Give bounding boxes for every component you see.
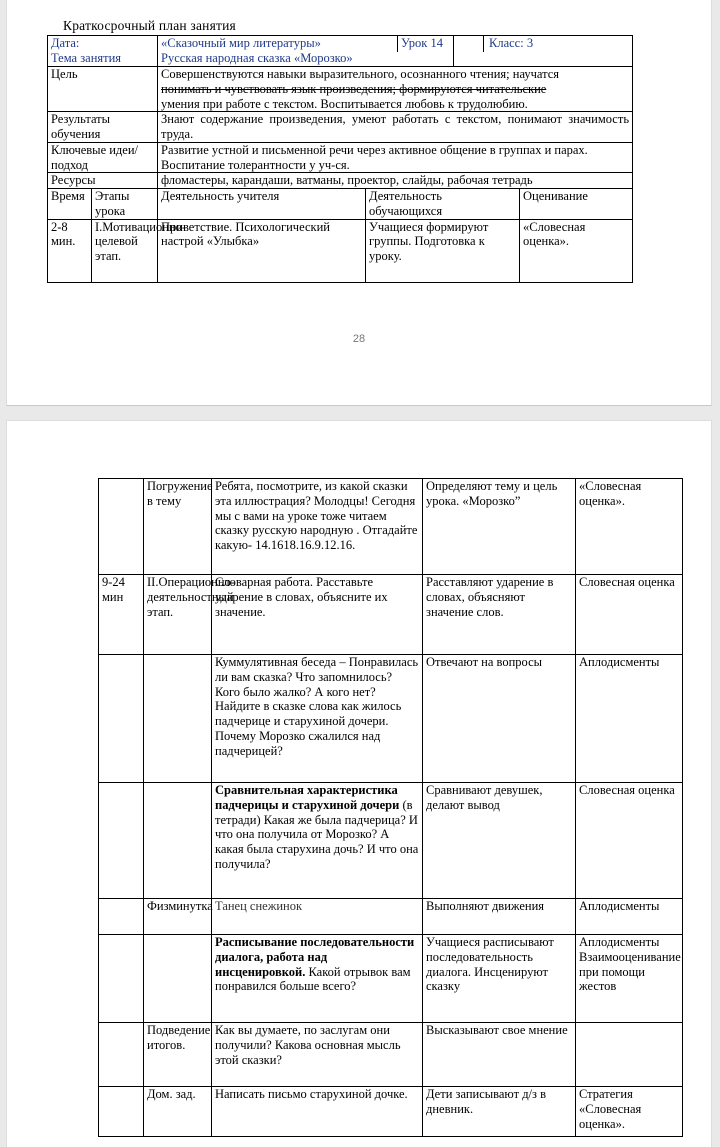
table-row (99, 479, 683, 575)
row-assessment: Словесная оценка (576, 575, 683, 655)
row-stage (144, 935, 212, 1023)
topic-label: Тема занятия (51, 50, 122, 65)
row-teacher-bold: Расписывание последовательности диалога, работа над инсценировкой. (215, 935, 415, 979)
results-row (48, 112, 633, 143)
row-stage: II.Операционно-деятельностный этап. (144, 575, 212, 655)
row-stage: Погружение в тему (144, 479, 212, 575)
table-row (99, 1087, 683, 1137)
row-assessment: «Словесная оценка». (576, 479, 683, 575)
row-stage: I.Мотивационно-целевой этап. (92, 219, 158, 282)
column-stage: Этапы урока (92, 189, 158, 220)
document-page-2 (6, 420, 712, 1147)
date-topic-label-cell (48, 36, 158, 67)
row-time: 2-8 мин. (48, 219, 92, 282)
header-empty-cell (454, 36, 633, 67)
row-students: Выполняют движения (423, 899, 576, 935)
table-row (99, 783, 683, 899)
row-assessment: Аплодисменты Взаимооценивание при помощи жестов (576, 935, 683, 1023)
table-row (99, 899, 683, 935)
goal-line-2: понимать и чувствовать язык произведения; формируются читательские (161, 81, 547, 96)
goal-label: Цель (48, 67, 158, 112)
column-teacher: Деятельность учителя (158, 189, 366, 220)
column-assessment: Оценивание (520, 189, 633, 220)
fairy-tale-title: Русская народная сказка «Морозко» (161, 50, 353, 65)
row-students: Сравнивают девушек, делают вывод (423, 783, 576, 899)
plan-title: Краткосрочный план занятия (63, 18, 236, 33)
page-number: 28 (352, 333, 366, 345)
resources-text: фломастеры, карандаши, ватманы, проектор, слайды, рабочая тетрадь (158, 173, 633, 189)
row-students: Высказывают свое мнение (423, 1023, 576, 1087)
row-teacher-bold: Сравнительная характеристика падчерицы и старухиной дочери (215, 783, 400, 812)
row-time (99, 1087, 144, 1137)
row-teacher: Написать письмо старухиной дочке. (212, 1087, 423, 1137)
row-students: Учащиеся формируют группы. Подготовка к уроку. (366, 219, 520, 282)
row-stage: Дом. зад. (144, 1087, 212, 1137)
key-ideas-label: Ключевые идеи/подход (48, 142, 158, 173)
row-teacher: Ребята, посмотрите, из какой сказки эта иллюстрация? Молодцы! Сегодня мы с вами на уроке тоже читаем сказку русскую народную . Отгадайте какую- 14.1618.16.9.12.16. (212, 479, 423, 575)
lesson-number: Урок 14 (401, 36, 443, 50)
row-time (99, 899, 144, 935)
row-assessment (576, 1023, 683, 1087)
results-text: Знают содержание произведения, умеют работать с текстом, понимают значимость труда. (158, 112, 633, 143)
goal-text-cell (158, 67, 633, 112)
row-teacher: Приветствие. Психологический настрой «Улыбка» (158, 219, 366, 282)
row-assessment: Словесная оценка (576, 783, 683, 899)
row-stage: Подведение итогов. (144, 1023, 212, 1087)
lesson-plan-continuation-table (98, 478, 683, 1137)
row-assessment: Аплодисменты (576, 655, 683, 783)
row-teacher-cell (212, 935, 423, 1023)
row-teacher: (в тетради) Какая же была падчерица? И что она получила от Морозко? А какая была старухина дочь? И что она получила? (215, 797, 419, 871)
row-teacher: Куммулятивная беседа – Понравилась ли вам сказка? Что запомнилось? Кого было жалко? А кого нет? Найдите в сказке слова как жилось падчерице и старухиной дочери. Почему Морозко сжалился над падчерицей? (212, 655, 423, 783)
row-stage (144, 655, 212, 783)
row-teacher: Словарная работа. Расставьте ударение в словах, объясните их значение. (212, 575, 423, 655)
row-time: 9-24 мин (99, 575, 144, 655)
row-teacher: Как вы думаете, по заслугам они получили? Какова основная мысль этой сказки? (212, 1023, 423, 1087)
row-stage: Физминутка (144, 899, 212, 935)
goal-row (48, 67, 633, 112)
row-students: Расставляют ударение в словах, объясняют значение слов. (423, 575, 576, 655)
key-ideas-text: Развитие устной и письменной речи через активное общение в группах и парах. Воспитание толерантности у уч-ся. (158, 142, 633, 173)
lesson-plan-header-table (47, 35, 633, 283)
table-row (99, 655, 683, 783)
row-students: Отвечают на вопросы (423, 655, 576, 783)
goal-line-3: умения при работе с текстом. Воспитывается любовь к трудолюбию. (161, 96, 528, 111)
row-students: Определяют тему и цель урока. «Морозко” (423, 479, 576, 575)
row-assessment: Аплодисменты (576, 899, 683, 935)
table-row (99, 575, 683, 655)
results-label: Результаты обучения (48, 112, 158, 143)
grade: Класс: 3 (489, 36, 534, 50)
document-page-1 (6, 0, 712, 406)
row-teacher: Танец снежинок (212, 899, 423, 935)
row-teacher-cell (212, 783, 423, 899)
goal-line-1: Совершенствуются навыки выразительного, осознанного чтения; научатся (161, 67, 560, 81)
row-time (99, 1023, 144, 1087)
row-teacher: Какой отрывок вам понравился больше всего? (215, 964, 411, 994)
row-assessment: Стратегия «Словесная оценка». (576, 1087, 683, 1137)
row-students: Учащиеся расписывают последовательность диалога. Инсценируют сказку (423, 935, 576, 1023)
row-students: Дети записывают д/з в дневник. (423, 1087, 576, 1137)
column-time: Время (48, 189, 92, 220)
table-row (99, 935, 683, 1023)
lesson-name: «Сказочный мир литературы» (161, 36, 321, 50)
lesson-name-cell (158, 36, 534, 67)
row-assessment: «Словесная оценка». (520, 219, 633, 282)
resources-row (48, 173, 633, 189)
table-row (48, 219, 633, 282)
row-stage (144, 783, 212, 899)
resources-label: Ресурсы (48, 173, 158, 189)
column-students: Деятельность обучающихся (366, 189, 520, 220)
table-row (99, 1023, 683, 1087)
key-ideas-row (48, 142, 633, 173)
date-label: Дата: (51, 36, 80, 50)
row-time (99, 479, 144, 575)
columns-row (48, 189, 633, 220)
row-time (99, 655, 144, 783)
row-time (99, 783, 144, 899)
header-row (48, 36, 633, 67)
row-time (99, 935, 144, 1023)
